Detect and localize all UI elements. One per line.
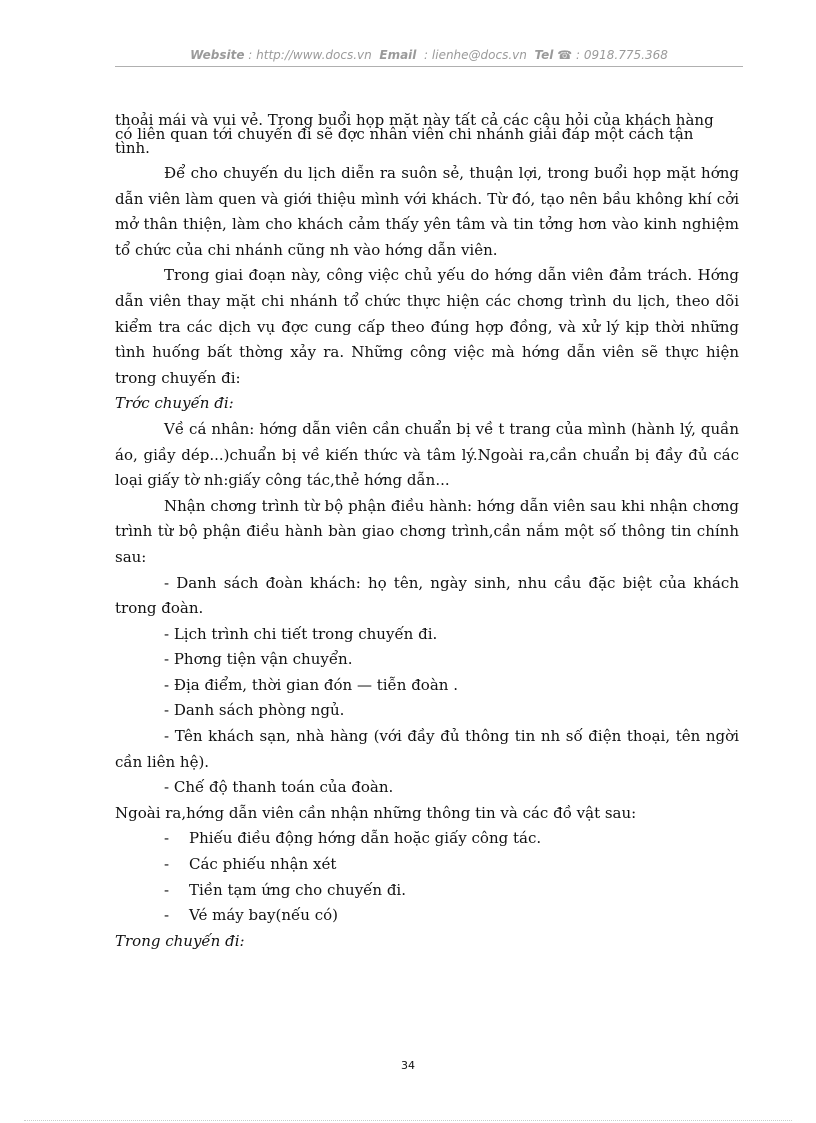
tel-label: Tel	[534, 48, 554, 62]
website-label: Website	[190, 48, 245, 62]
paragraph-3: Trong giai đoạn này, công việc chủ yếu do hớng dẫn viên đảm trách. Hớng dẫn viên thay mặt chi nhánh tổ chức thực hiện các chơng trình du lịch, theo dõi kiểm tra các dịch vụ đợc cung cấp theo đúng hợp đồng, và xử lý kịp thời những tình huống bất thờng xảy ra. Những công việc mà hớng dẫn viên sẽ thực hiện trong chuyến đi:	[115, 266, 739, 387]
tel-value: ☎ : 0918.775.368	[557, 48, 668, 62]
paragraph-1-line-1: thoải mái và vui vẻ. Trong buổi họp mặt này tất cả các câu hỏi của khách hàng	[115, 111, 714, 129]
paragraph-2: Để cho chuyến du lịch diễn ra suôn sẻ, thuận lợi, trong buổi họp mặt hớng dẫn viên làm quen và giới thiệu mình với khách. Từ đó, tạo nên bầu không khí cởi mở thân thiện, làm cho khách cảm thấy yên tâm và tin tởng hơn vào kinh nghiệm tổ chức của chi nhánh cũng nh vào hớng dẫn viên.	[115, 164, 739, 259]
paragraph-1-line-3: tình.	[115, 139, 150, 157]
paragraph-5: Nhận chơng trình từ bộ phận điều hành: hớng dẫn viên sau khi nhận chơng trình từ bộ phận điều hành bàn giao chơng trình,cần nắm một số thông tin chính sau:	[115, 496, 739, 566]
list-item: - Lịch trình chi tiết trong chuyến đi.	[164, 624, 438, 643]
list-item: - Tên khách sạn, nhà hàng (với đầy đủ thông tin nh số điện thoại, tên ngời cần liên hệ).	[115, 727, 739, 771]
list-item: - Danh sách đoàn khách: họ tên, ngày sinh, nhu cầu đặc biệt của khách trong đoàn.	[115, 573, 739, 618]
document-body	[115, 113, 739, 954]
list-items-to-receive	[115, 826, 739, 928]
paragraph-4: Về cá nhân: hớng dẫn viên cần chuẩn bị về t trang của mình (hành lý, quần áo, giầy dép...)chuẩn bị về kiến thức và tâm lý.Ngoài ra,cần chuẩn bị đầy đủ các loại giấy tờ nh:giấy công tác,thẻ hớng dẫn...	[115, 419, 739, 490]
list-item: - Danh sách phòng ngủ.	[164, 701, 345, 720]
list-item: - Phơng tiện vận chuyển.	[164, 650, 353, 669]
dash-bullet: -	[164, 880, 170, 899]
dash-bullet: -	[164, 829, 170, 848]
list-item: - Các phiếu nhận xét	[115, 852, 739, 878]
paragraph-6: Ngoài ra,hớng dẫn viên cần nhận những thông tin và các đồ vật sau:	[115, 803, 637, 822]
dash-bullet: -	[164, 855, 170, 874]
list-item: - Phiếu điều động hớng dẫn hoặc giấy công tác.	[115, 826, 739, 852]
heading-before-trip: Trớc chuyến đi:	[115, 394, 234, 413]
page-bottom-border	[24, 1120, 792, 1121]
heading-during-trip: Trong chuyến đi:	[115, 931, 245, 950]
list-item: - Chế độ thanh toán của đoàn.	[164, 778, 394, 797]
dash-bullet: -	[164, 906, 170, 925]
list-program-info	[115, 571, 739, 801]
email-label: Email	[379, 48, 417, 62]
list-item: - Tiền tạm ứng cho chuyến đi.	[115, 878, 739, 904]
header-divider	[115, 66, 743, 67]
page-number: 34	[401, 1059, 415, 1072]
website-value: : http://www.docs.vn	[248, 48, 372, 62]
page-header	[115, 48, 743, 62]
email-value: : lienhe@docs.vn	[424, 48, 527, 62]
paragraph-1-line-2: có liên quan tới chuyến đi sẽ đợc nhân viên chi nhánh giải đáp một cách tận	[115, 125, 694, 143]
list-item: - Địa điểm, thời gian đón — tiễn đoàn .	[164, 675, 458, 694]
list-item: - Vé máy bay(nếu có)	[115, 903, 739, 929]
